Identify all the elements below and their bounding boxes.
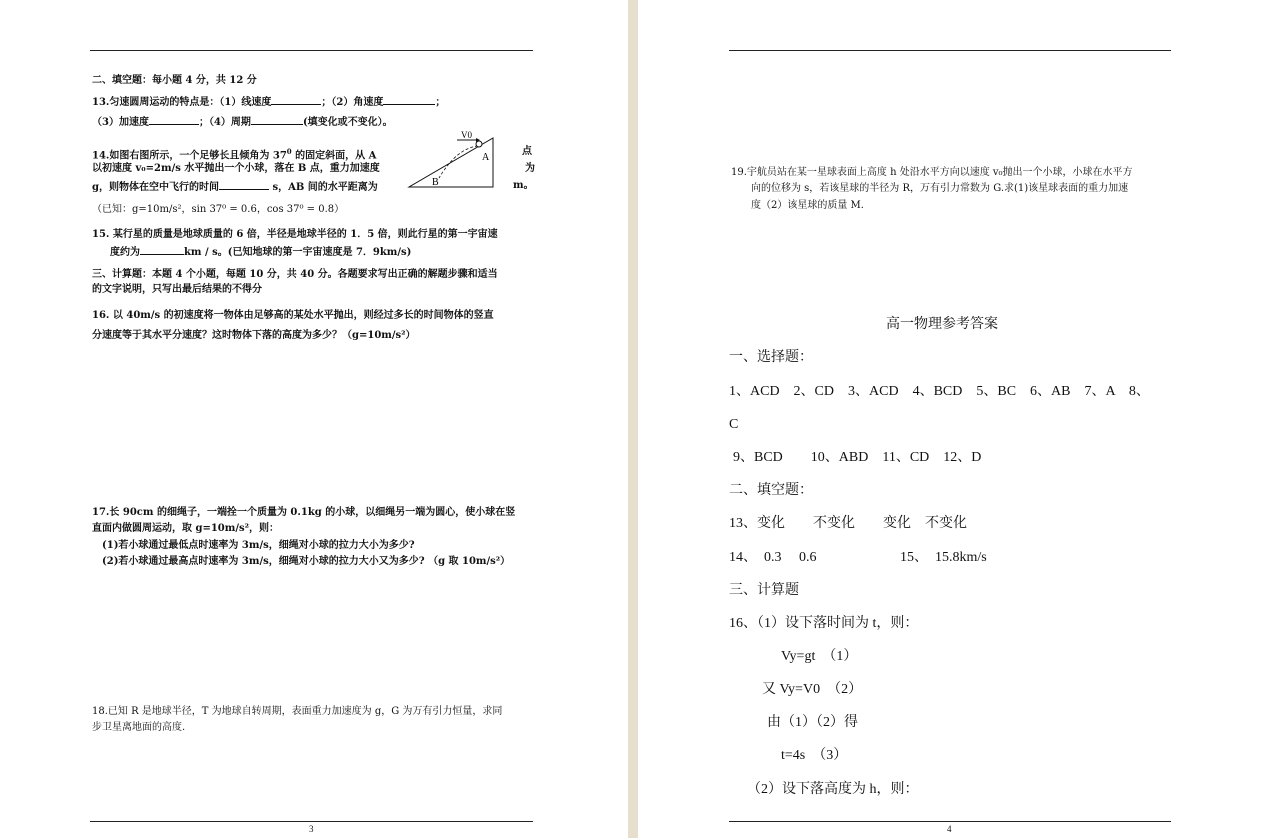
answer-mc-line2: 9、BCD 10、ABD 11、CD 12、D [733,450,982,465]
section3-header-line2: 的文字说明，只写出最后结果的不得分 [92,284,262,295]
q13-blank-4[interactable] [251,114,303,125]
answer-14: 14、 0.3 0.6 [729,550,817,565]
answer-16-intro: 16、（1）设下落时间为 t，则： [729,616,919,631]
q14-blank-1[interactable] [219,179,269,190]
q14-known: （已知：g=10m/s²，sin 37⁰ = 0.6，cos 37⁰ = 0.8） [92,204,345,215]
q15-blank[interactable] [140,244,184,255]
q16-line2: 分速度等于其水平分速度？这时物体下落的高度为多少？（g=10m/s²） [92,330,416,341]
q13-line2: （3）加速度 ；（4）周期 (填变化或不变化）。 [92,114,393,130]
answer-mc-line1-cont: C [729,417,739,432]
q15-line1: 15. 某行星的质量是地球质量的 6 倍，半径是地球半径的 1．5 倍，则此行星的第一宇宙速 [92,229,498,240]
q15-line2: 度约为 km / s。(已知地球的第一宇宙速度是 7．9km/s) [110,244,411,260]
section2-header: 二、填空题：每小题 4 分，共 12 分 [92,75,257,86]
q18-line1: 18.已知 R 是地球半径，T 为地球自转周期，表面重力加速度为 g，G 为万有引力恒量，求同 [92,706,503,717]
q17-line4: (2)若小球通过最高点时速率为 3m/s，细绳对小球的拉力大小又为多少? （g 取 10m/s²） [102,556,511,567]
page-gutter [628,0,638,838]
footer-rule [90,821,533,822]
q13-blank-2[interactable] [383,94,435,105]
section3-header-line1: 三、计算题：本题 4 个小题，每题 10 分，共 40 分。各题要求写出正确的解题步骤和适当 [92,269,498,280]
answer-sec3: 三、计算题 [729,583,799,598]
q17-line2: 直面内做圆周运动，取 g=10m/s²，则： [92,523,280,534]
answer-mc-line1: 1、ACD 2、CD 3、ACD 4、BCD 5、BC 6、AB 7、A 8、 [729,384,1150,399]
answer-16-eq3: 由（1）（2）得 [767,715,858,730]
answer-16-eq1: Vy=gt （1） [781,649,858,664]
q14-line2: 以初速度 v₀=2m/s 水平抛出一个小球，落在 B 点，重力加速度 [92,163,380,174]
q14-line1: 14.如图右图所示，一个足够长且倾角为 $37^0$ 的固定斜面，从 A [92,147,377,162]
q13-blank-3[interactable] [149,114,199,125]
answer-title: 高一物理参考答案 [886,317,998,332]
footer-rule [729,821,1171,822]
label-v0: V0 [461,130,472,140]
answer-15: 15、 15.8km/s [900,550,987,565]
q14-line3-right: m。 [513,180,534,191]
page-4 [638,0,1261,838]
page-number: 3 [309,824,314,834]
q19-line2: 向的位移为 s，若该星球的半径为 R，万有引力常数为 G.求(1)该星球表面的重力加速 [751,183,1129,194]
q14-line1-right: 点 [522,146,532,157]
q13-line1: 13.匀速圆周运动的特点是：（1）线速度 ；（2）角速度 ； [92,94,445,110]
header-rule [729,50,1171,51]
q16-line1: 16. 以 40m/s 的初速度将一物体由足够高的某处水平抛出，则经过多长的时间物体的竖直 [92,310,494,321]
ball [476,141,482,147]
label-a: A [482,152,490,163]
page-number: 4 [947,824,952,834]
answer-sec2: 二、填空题： [729,483,813,498]
answer-sec1: 一、选择题： [729,350,813,365]
q19-line1: 19.宇航员站在某一星球表面上高度 h 处沿水平方向以速度 v₀抛出一个小球，小球在水平方 [731,167,1133,178]
q17-line3: (1)若小球通过最低点时速率为 3m/s，细绳对小球的拉力大小为多少? [102,540,415,551]
q13-blank-1[interactable] [271,94,321,105]
incline-figure [405,130,500,192]
answer-16-eq4: t=4s （3） [781,748,848,763]
answer-13: 13、变化 不变化 变化 不变化 [729,516,967,531]
answer-16-eq2: 又 Vy=V0 （2） [762,682,863,697]
q14-line2-right: 为 [525,163,535,174]
q17-line1: 17.长 90cm 的细绳子，一端拴一个质量为 0.1kg 的小球，以细绳另一端为圆心，使小球在竖 [92,507,516,518]
trajectory-dashed [439,146,478,178]
q19-line3: 度（2）该星球的质量 M. [751,200,864,211]
page-3 [0,0,628,838]
answer-16-part2: （2）设下落高度为 h，则： [747,782,919,797]
header-rule [90,50,533,51]
label-b: B [432,177,439,188]
q18-line2: 步卫星离地面的高度. [92,722,186,733]
q14-line3: g，则物体在空中飞行的时间 s，AB 间的水平距离为 [92,179,378,195]
